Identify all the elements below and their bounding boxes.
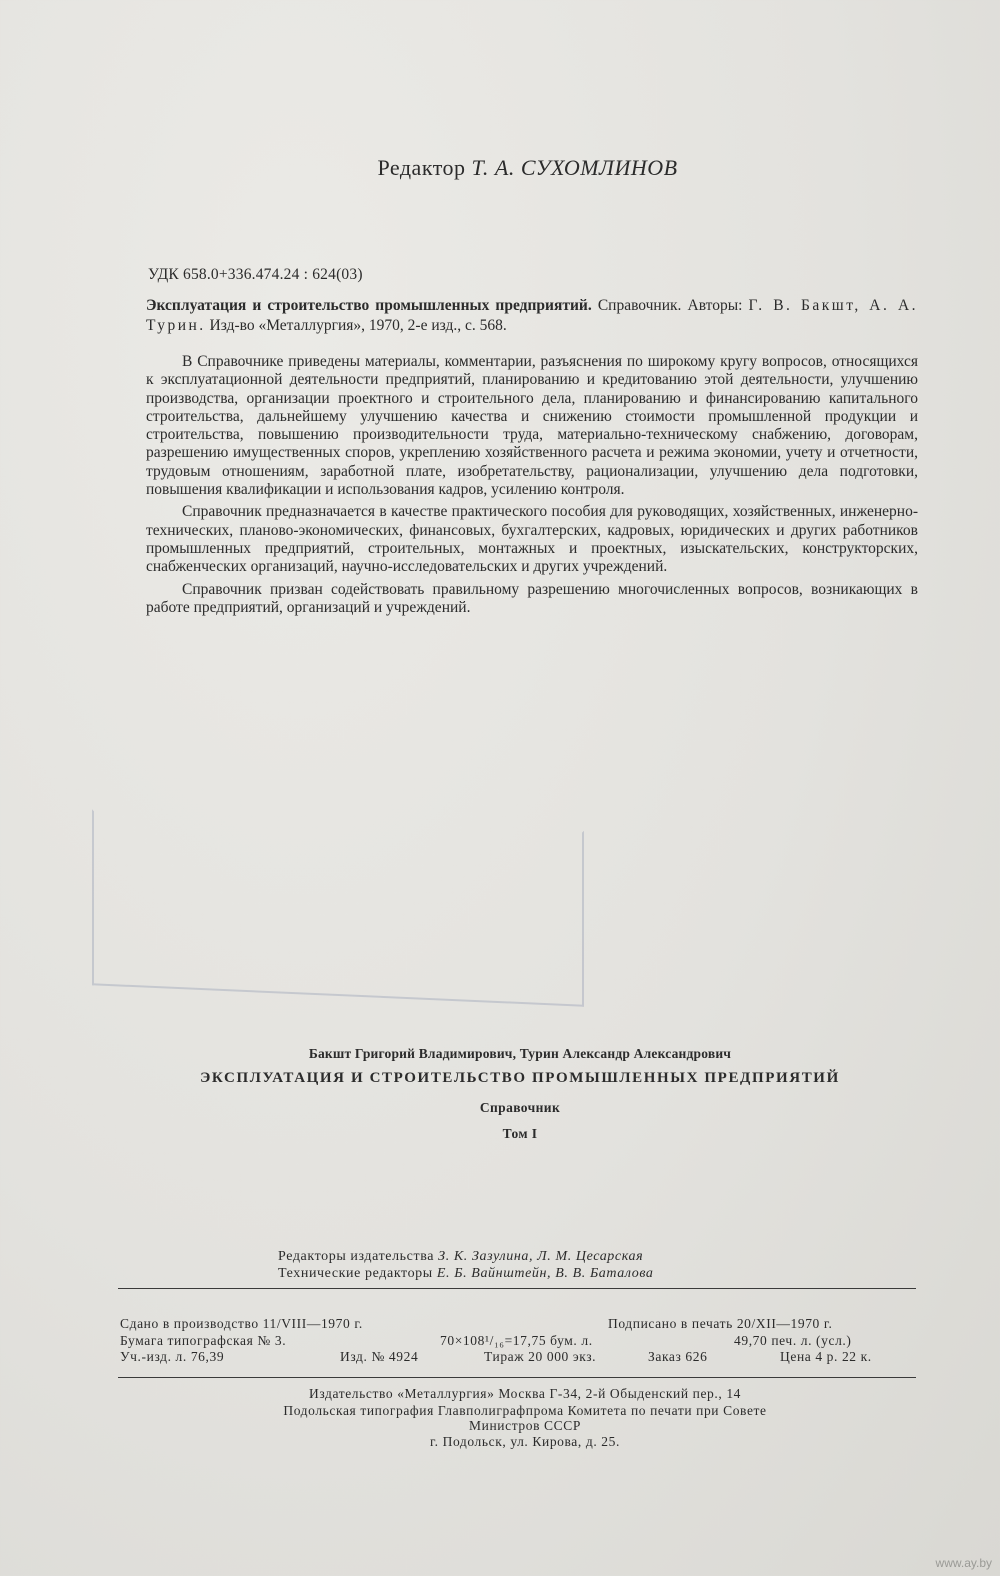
publishing-sheets: Уч.-изд. л. 76,39 bbox=[120, 1349, 225, 1364]
bibliographic-entry bbox=[146, 296, 918, 336]
print-run: Тираж 20 000 экз. bbox=[484, 1349, 597, 1364]
abstract-paragraph: Справочник предназначается в качестве практического пособия для руководящих, хозяйственных, инженерно-технических, планово-экономических, финансовых, бухгалтерских, кадровых, юридических и других работников промышленных предприятий, строительных, монтажных и проектных, изыскательских, конструкторских, снабженческих организаций, научно-исследовательских и других учреждений. bbox=[146, 503, 918, 576]
bib-type: Справочник. Авторы: bbox=[597, 297, 743, 314]
publisher-number: Изд. № 4924 bbox=[340, 1349, 419, 1364]
site-watermark: www.ay.by bbox=[935, 1556, 992, 1570]
editor-label: Редактор bbox=[377, 155, 466, 180]
paper-format: 70×108¹/₁₆=17,75 бум. л. bbox=[440, 1333, 593, 1348]
bib-publisher: Изд-во «Металлургия», 1970, 2-е изд., с. 568. bbox=[209, 317, 507, 334]
sent-to-production: Сдано в производство 11/VIII—1970 г. bbox=[120, 1316, 363, 1331]
price: Цена 4 р. 22 к. bbox=[780, 1349, 872, 1364]
editor-line bbox=[0, 155, 1000, 181]
print-sheets: 49,70 печ. л. (усл.) bbox=[734, 1333, 852, 1348]
imprint-title: ЭКСПЛУАТАЦИЯ И СТРОИТЕЛЬСТВО ПРОМЫШЛЕННЫХ ПРЕДПРИЯТИЙ bbox=[200, 1070, 840, 1086]
imprint-subtitle: Справочник bbox=[479, 1100, 561, 1115]
abstract-paragraph: В Справочнике приведены материалы, комментарии, разъяснения по широкому кругу вопросов, относящихся к эксплуатационной деятельности предприятий, планированию и кредитованию этой деятельности, улучшению производства, организации проектного и строительного дела, планированию и финансированию капитального строительства, дальнейшему улучшению качества и снижению стоимости промышленной продукции и строительства, повышению производительности труда, материально-техническому снабжению, договорам, разрешению имущественных споров, укреплению хозяйственного расчета и режима экономии, учету и отчетности, трудовым отношениям, заработной плате, изобретательству, рационализации, улучшению дела подготовки, повышения квалификации и использования кадров, усилению контроля. bbox=[146, 353, 918, 499]
abstract-paragraph: Справочник призван содействовать правильному разрешению многочисленных вопросов, возникающих в работе предприятий, организаций и учреждений. bbox=[146, 580, 918, 616]
technical-editors-label: Технические редакторы bbox=[278, 1266, 433, 1281]
publisher-line: Издательство «Металлургия» Москва Г-34, 2-й Обыденский пер., 14 bbox=[308, 1386, 742, 1401]
publisher-line: Подольская типография Главполиграфпрома Комитета по печати при Совете bbox=[283, 1403, 767, 1418]
technical-editors bbox=[278, 1266, 654, 1282]
publishing-editors-label: Редакторы издательства bbox=[278, 1249, 435, 1264]
production-row-3 bbox=[118, 1349, 916, 1367]
bib-title: Эксплуатация и строительство промышленных предприятий. bbox=[146, 297, 592, 314]
editor-name: Т. А. СУХОМЛИНОВ bbox=[471, 155, 678, 180]
divider bbox=[118, 1377, 916, 1378]
faded-stamp bbox=[92, 809, 584, 1006]
imprint-volume: Том I bbox=[502, 1126, 538, 1141]
publishing-editors bbox=[278, 1249, 643, 1265]
divider bbox=[118, 1288, 916, 1289]
publisher-line: Министров СССР bbox=[469, 1418, 581, 1433]
udk-code: УДК 658.0+336.474.24 : 624(03) bbox=[148, 266, 363, 283]
signed-to-print: Подписано в печать 20/XII—1970 г. bbox=[608, 1316, 833, 1331]
technical-editors-names: Е. Б. Вайнштейн, В. В. Баталова bbox=[436, 1266, 654, 1281]
bib-authors: Г. В. Бакшт, А. А. Турин. bbox=[146, 297, 919, 334]
abstract bbox=[146, 353, 918, 621]
publisher-line: г. Подольск, ул. Кирова, д. 25. bbox=[430, 1434, 620, 1449]
production-row-1 bbox=[118, 1316, 916, 1334]
paper-type: Бумага типографская № 3. bbox=[120, 1333, 287, 1348]
order-number: Заказ 626 bbox=[648, 1349, 708, 1364]
publishing-editors-names: З. К. Зазулина, Л. М. Цесарская bbox=[438, 1249, 644, 1264]
imprint-authors: Бакшт Григорий Владимирович, Турин Александр Александрович bbox=[308, 1046, 732, 1061]
